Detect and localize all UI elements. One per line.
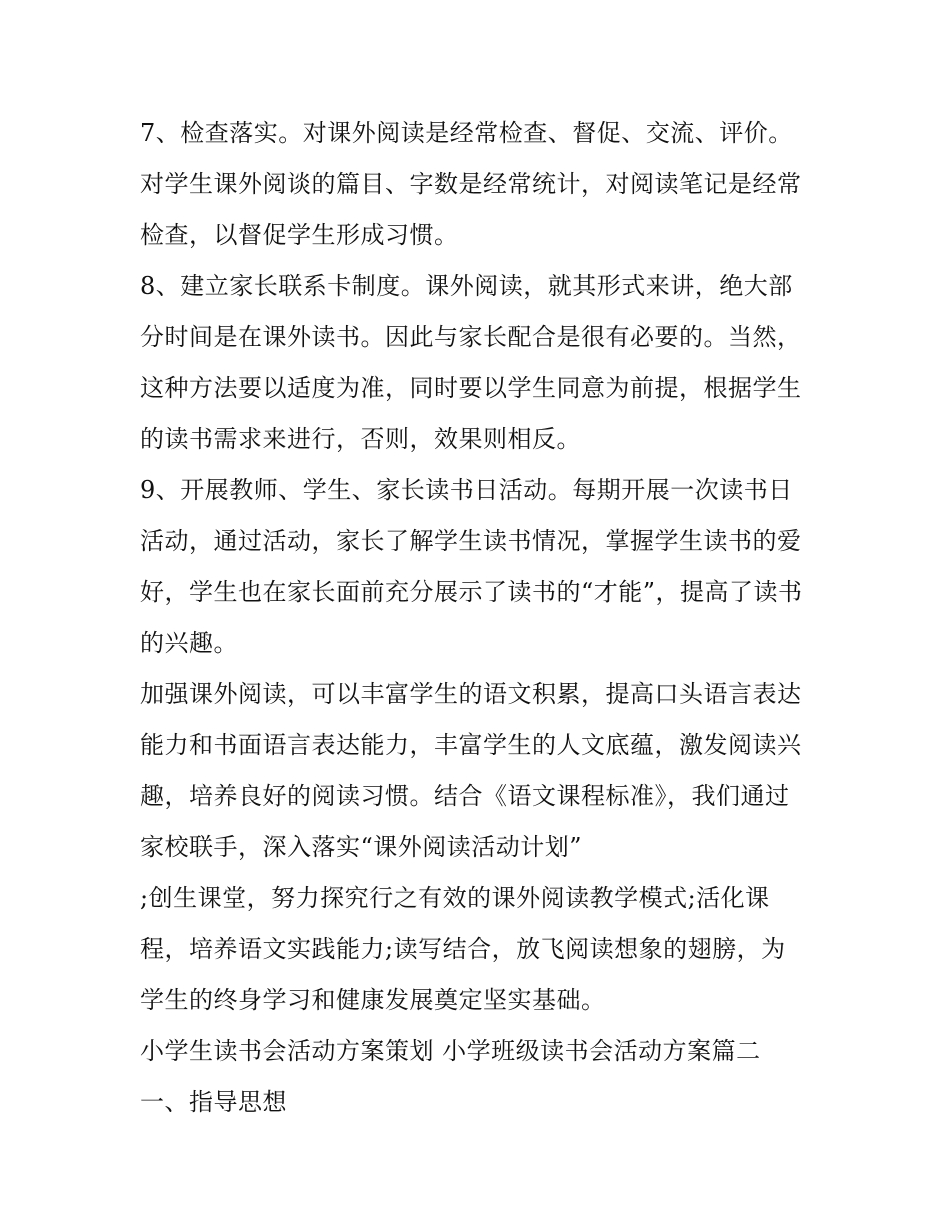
text-line-4: 8、建立家长联系卡制度。课外阅读，就其形式来讲，绝大部 xyxy=(140,272,793,300)
text-line-6: 这种方法要以适度为准，同时要以学生同意为前提，根据学生 xyxy=(140,374,802,402)
text-line-9: 活动，通过活动，家长了解学生读书情况，掌握学生读书的爱 xyxy=(140,527,802,555)
text-line-17: 程，培养语文实践能力;读写结合，放飞阅读想象的翅膀，为 xyxy=(140,935,786,963)
text-line-7: 的读书需求来进行，否则，效果则相反。 xyxy=(140,425,581,453)
text-line-3: 检查，以督促学生形成习惯。 xyxy=(140,221,459,249)
text-line-1: 7、检查落实。对课外阅读是经常检查、督促、交流、评价。 xyxy=(140,119,793,147)
text-line-16: ;创生课堂，努力探究行之有效的课外阅读教学模式;活化课 xyxy=(140,884,770,912)
text-line-2: 对学生课外阅谈的篇目、字数是经常统计，对阅读笔记是经常 xyxy=(140,170,802,198)
text-line-18: 学生的终身学习和健康发展奠定坚实基础。 xyxy=(140,986,606,1014)
text-line-5: 分时间是在课外读书。因此与家长配合是很有必要的。当然， xyxy=(140,323,802,351)
text-line-8: 9、开展教师、学生、家长读书日活动。每期开展一次读书日 xyxy=(140,476,793,504)
text-line-11: 的兴趣。 xyxy=(140,629,238,657)
section-heading-guiding-thought: 一、指导思想 xyxy=(140,1088,287,1116)
text-line-12: 加强课外阅读，可以丰富学生的语文积累，提高口头语言表达 xyxy=(140,680,802,708)
document-body xyxy=(140,108,830,1128)
text-line-15: 家校联手，深入落实“课外阅读活动计划” xyxy=(140,833,583,861)
section-title-line: 小学生读书会活动方案策划 小学班级读书会活动方案篇二 xyxy=(140,1037,761,1065)
text-line-14: 趣，培养良好的阅读习惯。结合《语文课程标准》，我们通过 xyxy=(140,782,790,810)
text-line-10: 好，学生也在家长面前充分展示了读书的“才能”，提高了读书 xyxy=(140,578,803,606)
text-line-13: 能力和书面语言表达能力，丰富学生的人文底蕴，激发阅读兴 xyxy=(140,731,802,759)
